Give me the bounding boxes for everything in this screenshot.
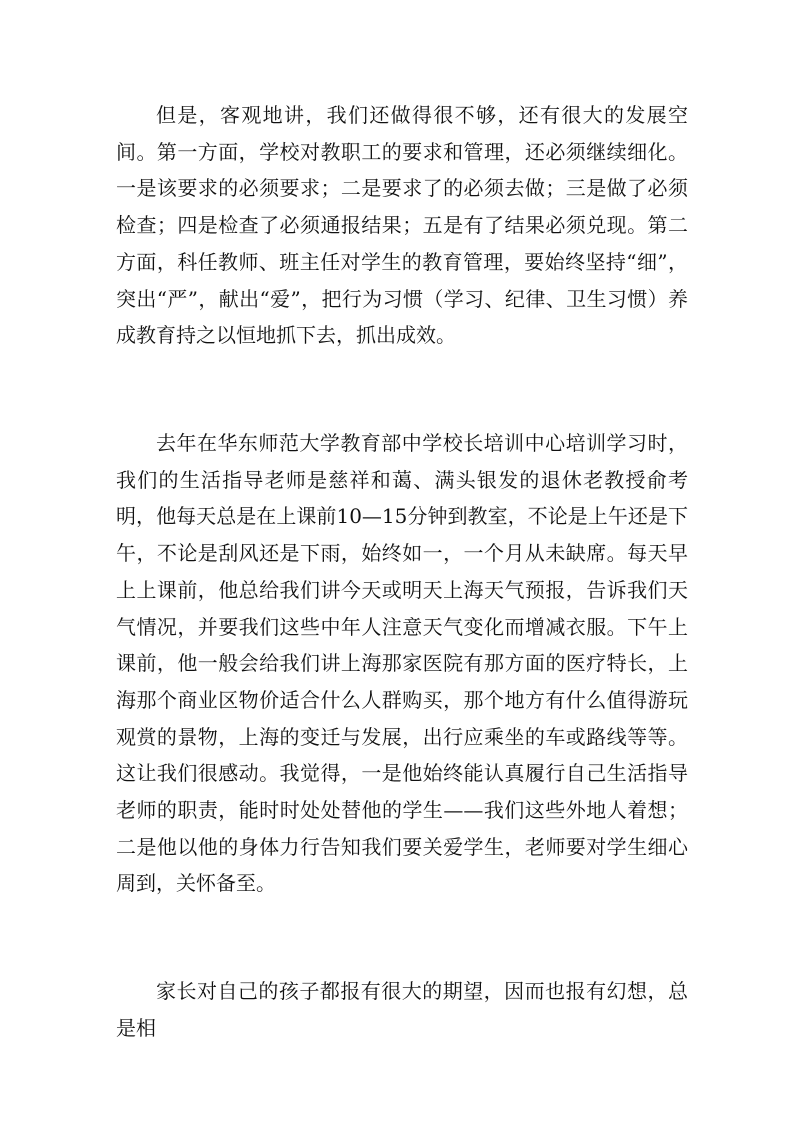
paragraph-1: 但是，客观地讲，我们还做得很不够，还有很大的发展空间。第一方面，学校对教职工的要求和管理，还必须继续细化。一是该要求的必须要求；二是要求了的必须去做；三是做了必须检查；四是检查了必须通报结果；五是有了结果必须兑现。第二方面，科任教师、班主任对学生的教育管理，要始终坚持“细”，突出“严”，献出“爱”，把行为习惯（学习、纪律、卫生习惯）养成教育持之以恒地抓下去，抓出成效。 <box>116 103 688 348</box>
paragraph-3: 家长对自己的孩子都报有很大的期望，因而也报有幻想，总是相 <box>116 979 688 1040</box>
paragraph-2: 去年在华东师范大学教育部中学校长培训中心培训学习时，我们的生活指导老师是慈祥和蔼、满头银发的退休老教授俞考明，他每天总是在上课前10—15分钟到教室，不论是上午还是下午，不论是刮风还是下雨，始终如一，一个月从未缺席。每天早上上课前，他总给我们讲今天或明天上海天气预报，告诉我们天气情况，并要我们这些中年人注意天气变化而增减衣服。下午上课前，他一般会给我们讲上海那家医院有那方面的医疗特长，上海那个商业区物价适合什么人群购买，那个地方有什么值得游玩观赏的景物，上海的变迁与发展，出行应乘坐的车或路线等等。这让我们很感动。我觉得，一是他始终能认真履行自己生活指导老师的职责，能时时处处替他的学生——我们这些外地人着想；二是他以他的身体力行告知我们要关爱学生，老师要对学生细心周到，关怀备至。 <box>116 431 688 896</box>
